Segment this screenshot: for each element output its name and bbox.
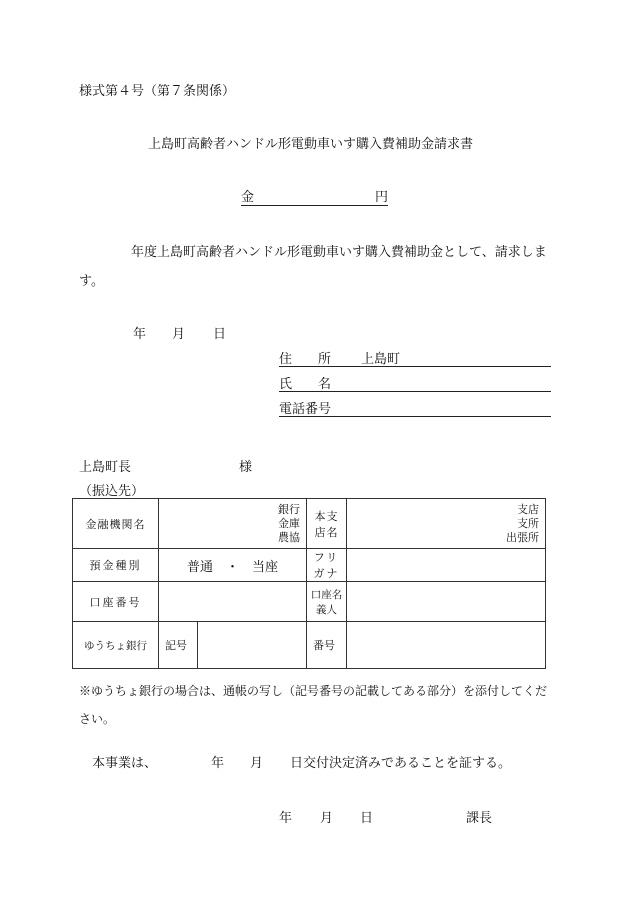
account-number-field[interactable]: [159, 582, 307, 622]
footer-month: 月: [320, 811, 334, 826]
addressee-title: 上島町長: [79, 460, 132, 475]
date-day: 日: [213, 327, 227, 342]
branch-type-shiten: 支店: [517, 502, 539, 516]
bank-row-deposit: [73, 549, 546, 582]
bank-row-account: [73, 582, 546, 622]
branch-type-shisho: 支所: [517, 516, 539, 530]
section-chief-label: 課長: [466, 811, 493, 826]
phone-line: [279, 398, 551, 417]
number-label: 番号: [307, 622, 347, 669]
request-text: 年度上島町高齢者ハンドル形電動車いす購入費補助金として、請求します。: [79, 245, 547, 289]
cert-prefix: 本事業は、: [92, 756, 158, 771]
date-year: 年: [133, 327, 147, 342]
address-label: 住 所: [279, 352, 332, 367]
deposit-type-label: 預金種別: [73, 549, 159, 582]
institution-type-bank: 銀行: [278, 502, 300, 516]
bank-row-yucho: [73, 622, 546, 669]
form-number: 様式第４号（第７条関係）: [79, 84, 236, 99]
account-holder-field[interactable]: [347, 582, 546, 622]
amount-suffix: 円: [374, 190, 388, 205]
bank-table: [72, 498, 546, 669]
amount-prefix: 金: [241, 190, 255, 205]
date-month: 月: [172, 327, 186, 342]
branch-label: 本支店名: [307, 499, 347, 549]
name-line: [279, 373, 551, 392]
yucho-label: ゆうちょ銀行: [73, 622, 159, 669]
branch-field[interactable]: [347, 499, 546, 549]
name-label: 氏 名: [279, 377, 332, 392]
cert-year: 年: [211, 756, 225, 771]
institution-type-nokyo: 農協: [278, 530, 300, 544]
symbol-field[interactable]: [198, 622, 307, 669]
account-holder-label: 口座名義人: [307, 582, 347, 622]
institution-type-shinkin: 金庫: [278, 516, 300, 530]
yucho-note: ※ゆうちょ銀行の場合は、通帳の写し（記号番号の記載してある部分）を添付してください。: [79, 684, 548, 726]
institution-field[interactable]: [159, 499, 307, 549]
institution-label: 金融機関名: [73, 499, 159, 549]
furigana-field[interactable]: [347, 549, 546, 582]
bank-row-institution: [73, 499, 546, 549]
furigana-label: フリガナ: [307, 549, 347, 582]
number-field[interactable]: [347, 622, 546, 669]
address-line: [279, 348, 551, 367]
cert-suffix: 日交付決定済みであることを証する。: [290, 756, 512, 771]
deposit-type-options[interactable]: 普通 ・ 当座: [159, 549, 307, 582]
branch-type-shucchojo: 出張所: [506, 530, 539, 544]
symbol-label: 記号: [159, 622, 198, 669]
footer-day: 日: [360, 811, 374, 826]
account-number-label: 口座番号: [73, 582, 159, 622]
phone-label: 電話番号: [279, 402, 332, 417]
transfer-label: （振込先）: [79, 484, 145, 499]
cert-month: 月: [250, 756, 264, 771]
addressee-honorific: 様: [239, 460, 253, 475]
address-value: 上島町: [361, 352, 401, 367]
amount-line: [241, 186, 388, 206]
footer-year: 年: [279, 811, 293, 826]
document-title: 上島町高齢者ハンドル形電動車いす購入費補助金請求書: [148, 137, 474, 152]
